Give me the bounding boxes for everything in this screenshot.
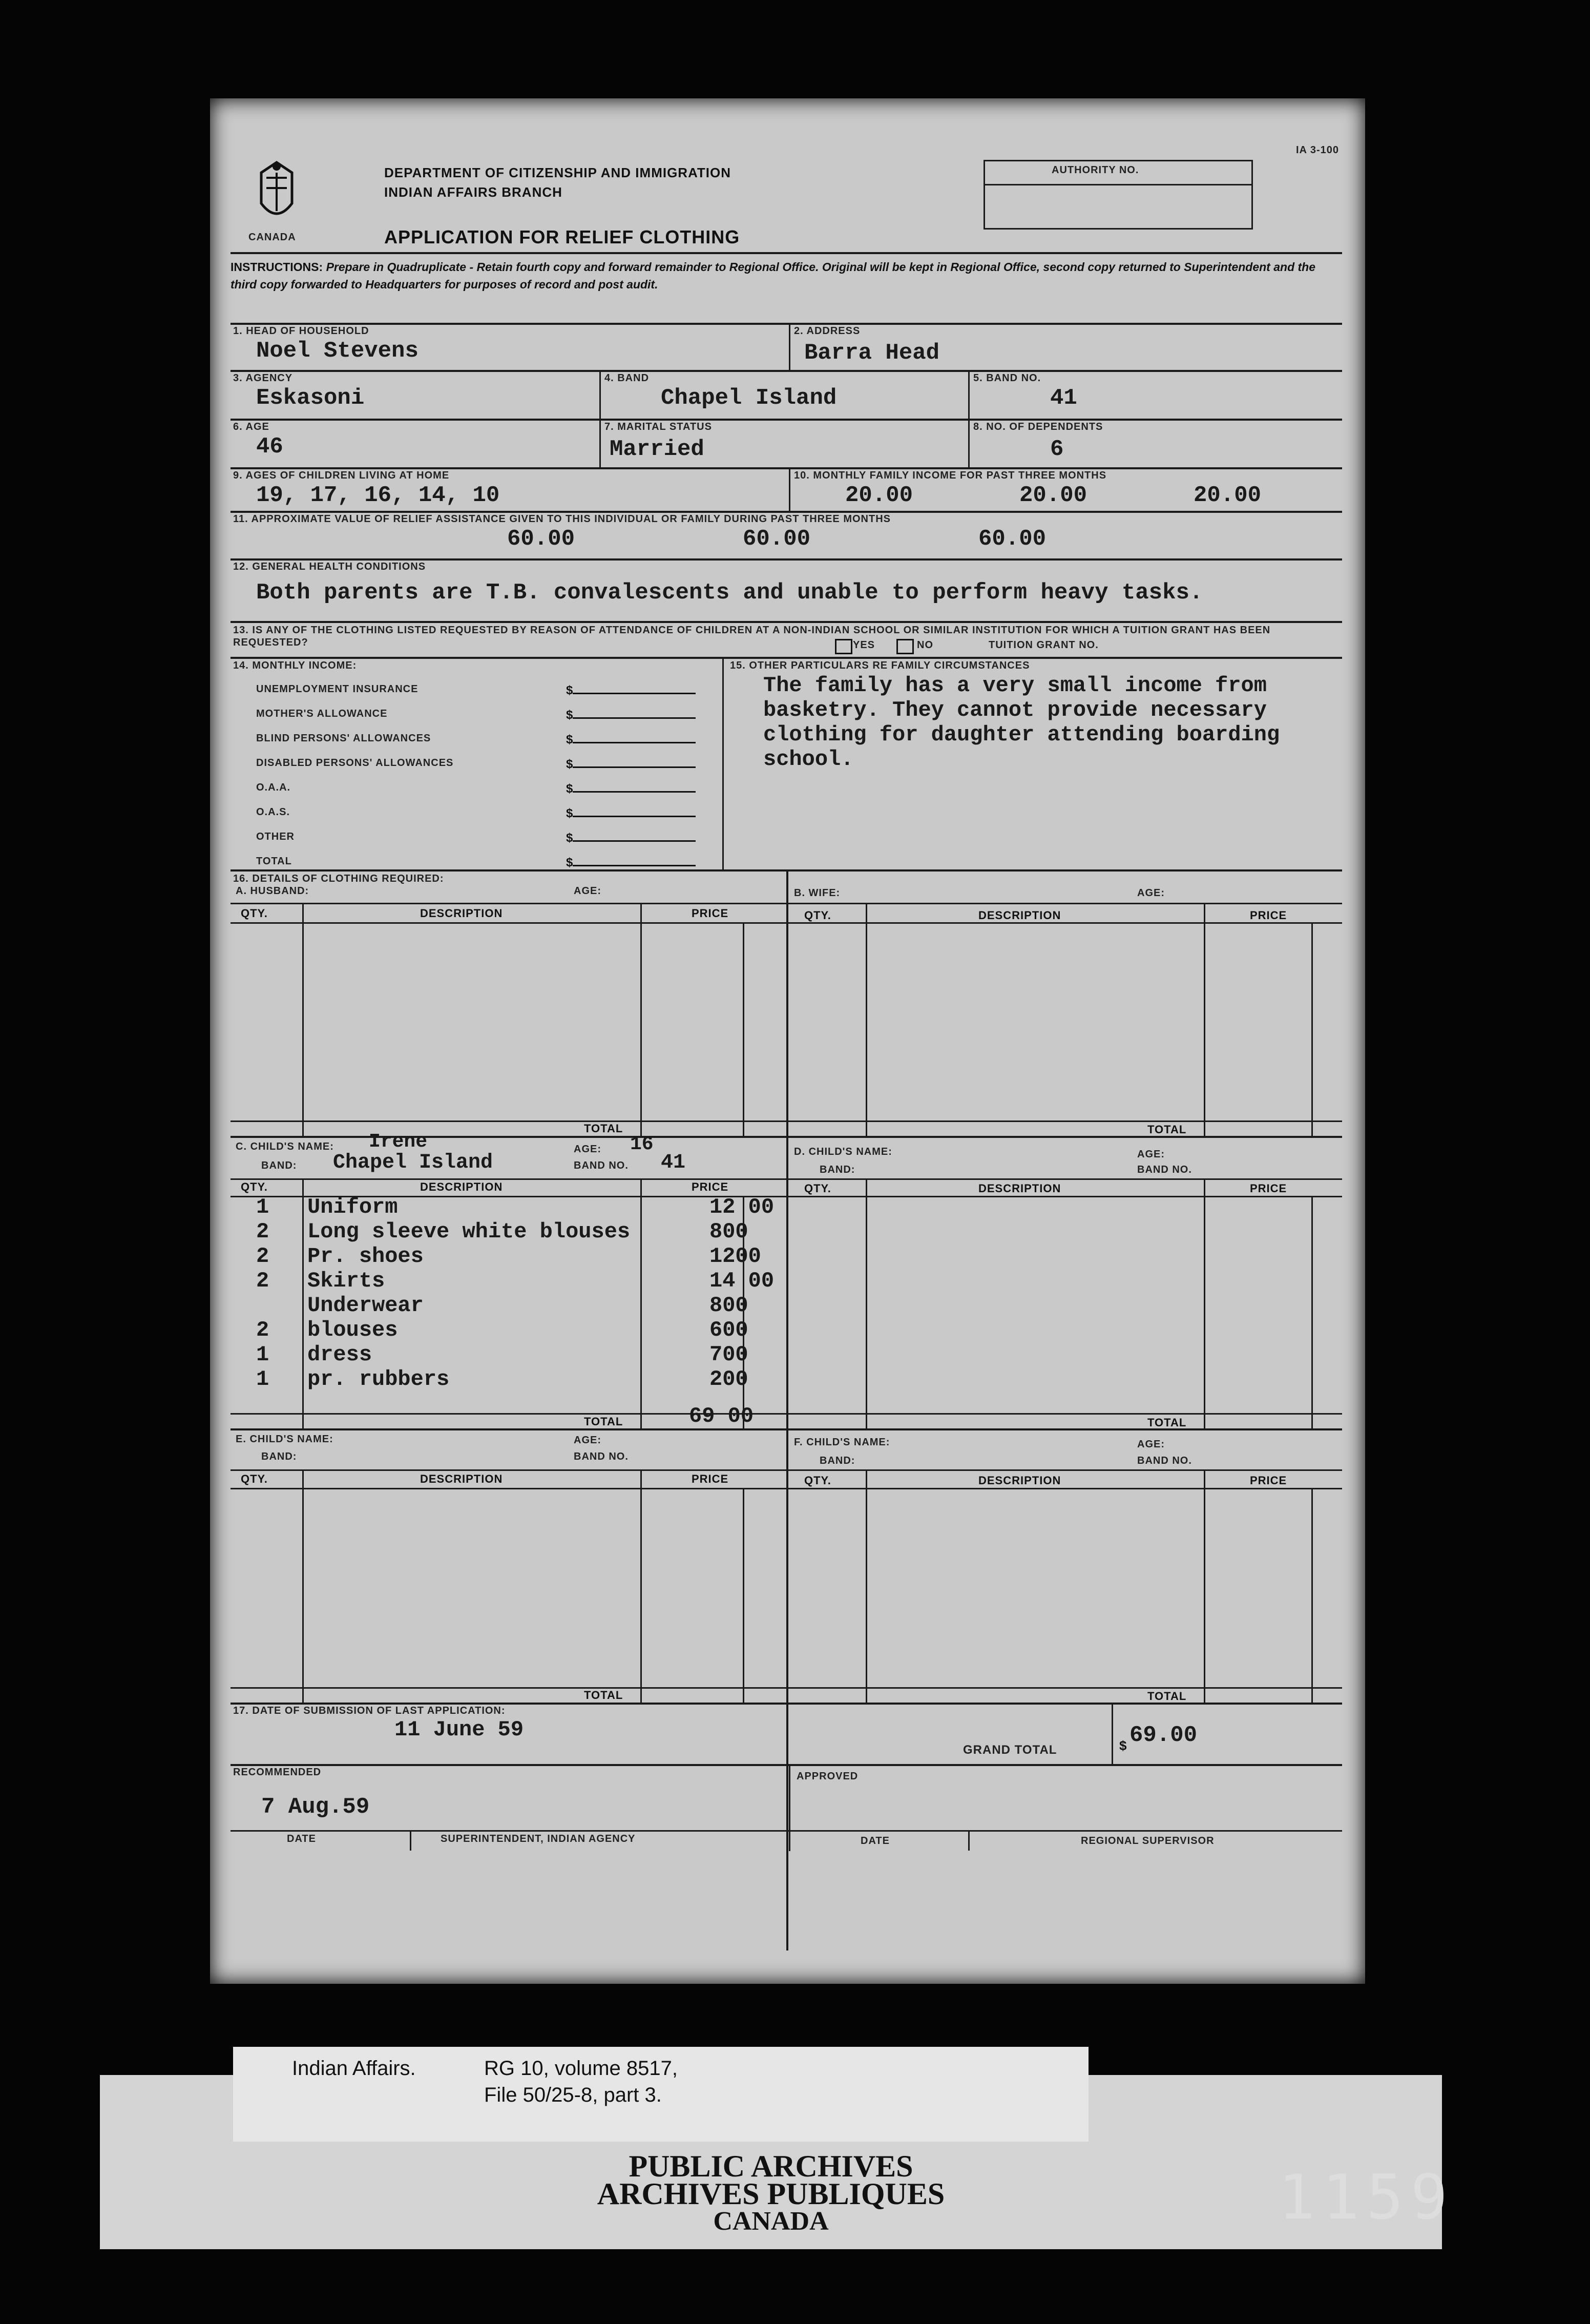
- address-label: 2. ADDRESS: [794, 325, 861, 337]
- marital-status-value: Married: [610, 437, 704, 462]
- form-document: [210, 98, 1365, 1984]
- grand-total-label: GRAND TOTAL: [963, 1743, 1057, 1757]
- archive-line-2: ARCHIVES PUBLIQUES: [597, 2177, 945, 2211]
- marital-status-label: 7. MARITAL STATUS: [604, 421, 712, 432]
- col-qty: QTY.: [241, 1472, 268, 1485]
- income-label: 10. MONTHLY FAMILY INCOME FOR PAST THREE MONTHS: [794, 470, 1107, 481]
- income-value: 20.00: [845, 483, 913, 508]
- grand-total-value: 69.00: [1129, 1723, 1198, 1748]
- col-price: PRICE: [1250, 909, 1287, 922]
- last-application-label: 17. DATE OF SUBMISSION OF LAST APPLICATION:: [233, 1705, 506, 1716]
- item-qty: 2: [256, 1244, 269, 1269]
- relief-value: 60.00: [978, 526, 1047, 552]
- child-c-total: 69 00: [689, 1404, 754, 1428]
- child-e-letter: E.: [236, 1434, 246, 1445]
- tuition-question: 13. IS ANY OF THE CLOTHING LISTED REQUESTED BY REASON OF ATTENDANCE OF CHILDREN AT A NON-INDIAN SCHOOL OR SIMILAR INSTITUTION FOR WHICH A TUITION GRANT HAS BEEN REQUESTED?: [233, 625, 1271, 648]
- authority-box: [984, 160, 1253, 230]
- col-description: DESCRIPTION: [420, 907, 503, 920]
- other-line: basketry. They cannot provide necessary: [763, 698, 1267, 722]
- item-price: 600: [709, 1318, 748, 1342]
- item-price: 12 00: [709, 1195, 775, 1219]
- total-label: TOTAL: [1147, 1690, 1187, 1703]
- other-line: school.: [763, 747, 854, 772]
- age-label: AGE:: [574, 885, 601, 897]
- children-ages-value: 19, 17, 16, 14, 10: [256, 483, 500, 508]
- form-title: APPLICATION FOR RELIEF CLOTHING: [384, 226, 740, 247]
- income-amount-lines: $ $ $ $ $ $ $ $: [566, 683, 696, 880]
- relief-label: 11. APPROXIMATE VALUE OF RELIEF ASSISTANCE GIVEN TO THIS INDIVIDUAL OR FAMILY DURING PAST THREE MONTHS: [233, 513, 891, 525]
- item-price: 700: [709, 1342, 748, 1367]
- age-label: AGE:: [1137, 1149, 1165, 1160]
- age-label: AGE:: [574, 1144, 601, 1155]
- archive-line-1: PUBLIC ARCHIVES: [629, 2149, 913, 2183]
- income-item: O.A.A.: [256, 782, 291, 793]
- col-description: DESCRIPTION: [420, 1472, 503, 1485]
- col-price: PRICE: [1250, 1182, 1287, 1195]
- col-price: PRICE: [692, 1180, 729, 1193]
- age-label: AGE:: [1137, 1439, 1165, 1450]
- item-price: 800: [709, 1293, 748, 1318]
- other-particulars-text: [763, 673, 1280, 772]
- relief-value: 60.00: [743, 526, 811, 552]
- dollar-sign: $: [1119, 1738, 1127, 1753]
- department-title: DEPARTMENT OF CITIZENSHIP AND IMMIGRATION: [384, 165, 731, 180]
- item-qty: 2: [256, 1219, 269, 1244]
- child-c-band: Chapel Island: [333, 1151, 493, 1174]
- income-item: O.A.S.: [256, 806, 290, 818]
- col-price: PRICE: [692, 907, 729, 920]
- clothing-section-label: 16. DETAILS OF CLOTHING REQUIRED:: [233, 873, 444, 884]
- other-particulars-label: 15. OTHER PARTICULARS RE FAMILY CIRCUMSTANCES: [730, 660, 1030, 671]
- income-item: DISABLED PERSONS' ALLOWANCES: [256, 757, 454, 769]
- band-no-label: 5. BAND NO.: [973, 372, 1041, 384]
- item-qty: 1: [256, 1195, 269, 1219]
- child-f-letter: F.: [794, 1437, 803, 1448]
- instructions-label: INSTRUCTIONS:: [231, 260, 323, 274]
- item-description: blouses: [307, 1318, 398, 1342]
- band-label: 4. BAND: [604, 372, 650, 384]
- total-label: TOTAL: [584, 1415, 623, 1428]
- recommended-label: RECOMMENDED: [233, 1767, 322, 1778]
- instructions: [231, 258, 1337, 293]
- band-label: BAND:: [820, 1455, 855, 1466]
- health-label: 12. GENERAL HEALTH CONDITIONS: [233, 561, 426, 572]
- band-no-value: 41: [1050, 385, 1077, 411]
- item-description: pr. rubbers: [307, 1367, 450, 1392]
- health-value: Both parents are T.B. convalescents and unable to perform heavy tasks.: [256, 580, 1203, 606]
- tuition-grant-label: TUITION GRANT NO.: [989, 639, 1099, 651]
- item-description: Long sleeve white blouses: [307, 1219, 631, 1244]
- archive-reference-label: [233, 2047, 1089, 2142]
- superintendent-label: SUPERINTENDENT, INDIAN AGENCY: [441, 1833, 636, 1844]
- date-label: DATE: [861, 1835, 890, 1846]
- col-description: DESCRIPTION: [978, 1182, 1061, 1195]
- item-qty: 1: [256, 1342, 269, 1367]
- item-qty: 1: [256, 1367, 269, 1392]
- age-label: AGE:: [1137, 887, 1165, 899]
- item-price: 200: [709, 1367, 748, 1392]
- last-application-value: 11 June 59: [394, 1717, 524, 1742]
- income-value: 20.00: [1194, 483, 1262, 508]
- income-item: MOTHER'S ALLOWANCE: [256, 708, 388, 719]
- date-label: DATE: [287, 1833, 316, 1844]
- child-d-header: [794, 1146, 892, 1158]
- col-qty: QTY.: [241, 907, 268, 920]
- item-price: 14 00: [709, 1269, 775, 1293]
- item-description: dress: [307, 1342, 372, 1367]
- other-line: clothing for daughter attending boarding: [763, 722, 1280, 747]
- band-label: BAND:: [261, 1160, 297, 1171]
- child-f-header: [794, 1437, 890, 1448]
- col-qty: QTY.: [804, 909, 831, 922]
- band-label: BAND:: [820, 1164, 855, 1175]
- child-name-label: CHILD'S NAME:: [250, 1141, 334, 1152]
- income-item: TOTAL: [256, 856, 292, 867]
- relief-value: 60.00: [507, 526, 575, 552]
- recommended-date: 7 Aug.59: [261, 1794, 370, 1820]
- col-description: DESCRIPTION: [978, 909, 1061, 922]
- dependents-value: 6: [1050, 437, 1064, 462]
- authority-label: AUTHORITY NO.: [1052, 164, 1139, 176]
- child-name-label: CHILD'S NAME:: [806, 1437, 890, 1448]
- wife-label: B. WIFE:: [794, 887, 841, 899]
- approved-label: APPROVED: [797, 1771, 859, 1782]
- income-item: BLIND PERSONS' ALLOWANCES: [256, 733, 431, 744]
- age-label: 6. AGE: [233, 421, 269, 432]
- instructions-text: Prepare in Quadruplicate - Retain fourth copy and forward remainder to Regional Office. Original will be kept in Regional Office, second copy returned to Superintendent and the third copy forwarded to Headquarters for purposes of record and post audit.: [231, 260, 1316, 291]
- archive-reference: File 50/25-8, part 3.: [484, 2084, 662, 2106]
- item-qty: 2: [256, 1318, 269, 1342]
- other-line: The family has a very small income from: [763, 673, 1267, 698]
- child-c-letter: C.: [236, 1141, 247, 1152]
- agency-value: Eskasoni: [256, 385, 365, 411]
- head-of-household-label: 1. HEAD OF HOUSEHOLD: [233, 325, 369, 337]
- band-no-label: BAND NO.: [1137, 1164, 1192, 1175]
- total-label: TOTAL: [584, 1122, 623, 1135]
- country-label: CANADA: [248, 232, 296, 243]
- col-price: PRICE: [1250, 1474, 1287, 1487]
- agency-label: 3. AGENCY: [233, 372, 293, 384]
- age-value: 46: [256, 434, 283, 460]
- col-qty: QTY.: [241, 1180, 268, 1193]
- total-label: TOTAL: [584, 1689, 623, 1702]
- child-c-header: [236, 1141, 334, 1153]
- age-label: AGE:: [574, 1435, 601, 1446]
- yes-checkbox[interactable]: [835, 639, 852, 654]
- band-no-label: BAND NO.: [574, 1451, 629, 1462]
- child-name-label: CHILD'S NAME:: [249, 1434, 333, 1445]
- form-code: IA 3-100: [1296, 144, 1339, 156]
- head-of-household-value: Noel Stevens: [256, 338, 419, 364]
- archive-source: Indian Affairs.: [292, 2057, 416, 2080]
- child-d-letter: D.: [794, 1146, 805, 1157]
- husband-label: A. HUSBAND:: [236, 885, 309, 897]
- child-c-band-no: 41: [661, 1151, 686, 1174]
- item-description: Underwear: [307, 1293, 424, 1318]
- branch-title: INDIAN AFFAIRS BRANCH: [384, 184, 562, 200]
- child-c-name: Irene: [369, 1131, 428, 1153]
- col-description: DESCRIPTION: [978, 1474, 1061, 1487]
- yes-label: YES: [853, 639, 875, 651]
- col-price: PRICE: [692, 1472, 729, 1485]
- col-qty: QTY.: [804, 1182, 831, 1195]
- col-qty: QTY.: [804, 1474, 831, 1487]
- child-name-label: CHILD'S NAME:: [808, 1146, 892, 1157]
- income-item: UNEMPLOYMENT INSURANCE: [256, 683, 419, 695]
- monthly-income-list: [256, 683, 453, 880]
- band-label: BAND:: [261, 1451, 297, 1462]
- address-value: Barra Head: [804, 340, 940, 366]
- archive-line-3: CANADA: [713, 2207, 829, 2236]
- item-price: 800: [709, 1219, 748, 1244]
- monthly-income-label: 14. MONTHLY INCOME:: [233, 660, 357, 671]
- band-no-label: BAND NO.: [574, 1160, 629, 1171]
- regional-supervisor-label: REGIONAL SUPERVISOR: [1081, 1835, 1215, 1846]
- item-description: Pr. shoes: [307, 1244, 424, 1269]
- canada-crest-icon: [251, 157, 302, 234]
- total-label: TOTAL: [1147, 1416, 1187, 1429]
- dependents-label: 8. NO. OF DEPENDENTS: [973, 421, 1103, 432]
- child-e-header: [236, 1434, 333, 1445]
- item-description: Skirts: [307, 1269, 385, 1293]
- children-ages-label: 9. AGES OF CHILDREN LIVING AT HOME: [233, 470, 450, 481]
- item-price: 1200: [709, 1244, 761, 1269]
- band-no-label: BAND NO.: [1137, 1455, 1192, 1466]
- frame-number: 1159: [1278, 2162, 1455, 2233]
- income-value: 20.00: [1019, 483, 1087, 508]
- child-c-age: 16: [630, 1133, 654, 1155]
- archive-reference: RG 10, volume 8517,: [484, 2057, 678, 2080]
- income-item: OTHER: [256, 831, 295, 842]
- item-qty: 2: [256, 1269, 269, 1293]
- total-label: TOTAL: [1147, 1123, 1187, 1136]
- band-value: Chapel Island: [661, 385, 837, 411]
- no-checkbox[interactable]: [896, 639, 914, 654]
- col-description: DESCRIPTION: [420, 1180, 503, 1193]
- no-label: NO: [917, 639, 933, 651]
- item-description: Uniform: [307, 1195, 398, 1219]
